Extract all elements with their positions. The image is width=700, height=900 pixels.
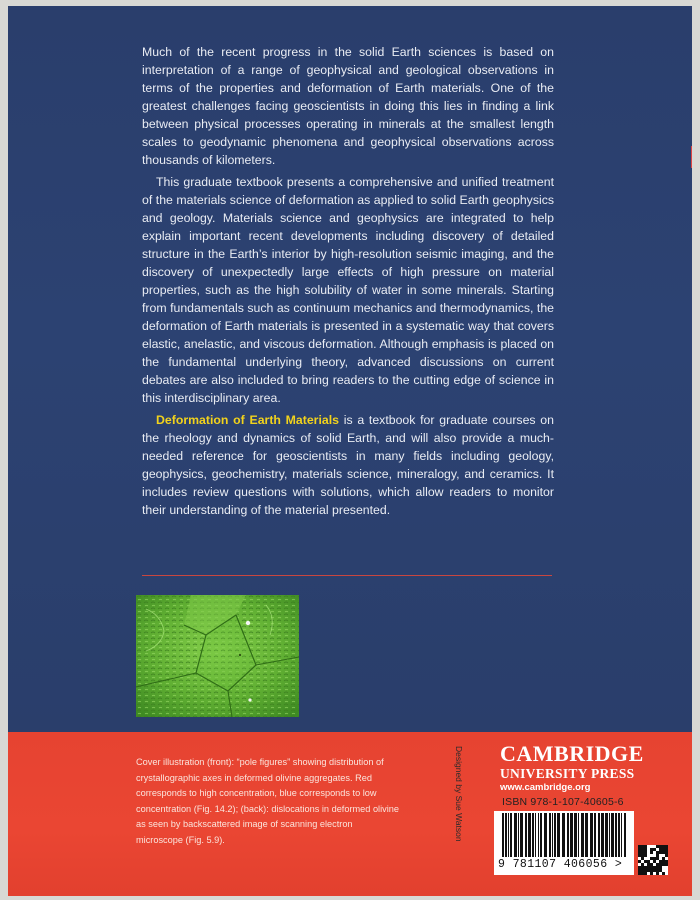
- publisher-logo: [500, 743, 650, 793]
- designer-credit: [454, 746, 476, 864]
- qr-module: [638, 848, 641, 851]
- qr-module: [650, 857, 653, 860]
- qr-module: [662, 872, 665, 875]
- barcode-bar: [590, 813, 593, 857]
- qr-module: [644, 848, 647, 851]
- barcode-bar: [525, 813, 527, 857]
- barcode-bar: [618, 813, 620, 857]
- qr-module: [656, 854, 659, 857]
- barcode-bar: [615, 813, 617, 857]
- qr-module: [659, 860, 662, 863]
- qr-module: [659, 863, 662, 866]
- barcode-bar: [570, 813, 573, 857]
- qr-module: [665, 863, 668, 866]
- qr-module: [644, 872, 647, 875]
- barcode-bar: [538, 813, 539, 857]
- qr-module: [644, 866, 647, 869]
- barcode-bar: [505, 813, 507, 857]
- qr-module: [647, 869, 650, 872]
- qr-module: [656, 872, 659, 875]
- barcode-bar: [557, 813, 560, 857]
- qr-module: [662, 851, 665, 854]
- qr-module: [653, 869, 656, 872]
- qr-module: [653, 848, 656, 851]
- qr-module: [644, 854, 647, 857]
- barcode-bars: [494, 811, 634, 859]
- qr-module: [647, 860, 650, 863]
- qr-module: [644, 869, 647, 872]
- isbn-label: ISBN 978-1-107-40605-6: [502, 796, 624, 808]
- barcode-bar: [601, 813, 604, 857]
- qr-module: [641, 848, 644, 851]
- barcode-bar: [508, 813, 509, 857]
- qr-module: [638, 845, 641, 848]
- qr-module: [656, 863, 659, 866]
- qr-module: [653, 866, 656, 869]
- designer-credit-text: Designed by Sue Watson: [454, 746, 464, 842]
- barcode-bar: [567, 813, 569, 857]
- micrograph-illustration: [136, 595, 299, 717]
- qr-module: [650, 866, 653, 869]
- barcode-bar: [594, 813, 596, 857]
- qr-module: [638, 854, 641, 857]
- barcode-bar: [532, 813, 534, 857]
- qr-module: [665, 851, 668, 854]
- barcode-bar: [562, 813, 565, 857]
- blurb-text: [142, 43, 554, 523]
- qr-module: [641, 851, 644, 854]
- qr-module: [665, 845, 668, 848]
- edge-marker: [691, 146, 692, 168]
- micrograph-image: [136, 595, 299, 717]
- barcode-bar: [544, 813, 547, 857]
- barcode-bar: [581, 813, 584, 857]
- barcode-bar: [609, 813, 610, 857]
- qr-module: [644, 860, 647, 863]
- blurb-paragraph-2: This graduate textbook presents a comprehensive and unified treatment of the materials science of deformation as applied to solid Earth geophysics and geology. Materials science and geophysics are integrated to help explain important recent developments including discovery of detailed structure in the Earth’s interior by high-resolution seismic imaging, and the discovery of unexpectedly large effects of high pressure on material properties, such as the high solubility of water in some minerals. Starting from fundamentals such as continuum mechanics and thermodynamics, the deformation of Earth materials is presented in a systematic way that covers elastic, anelastic, and viscous deformation. Although emphasis is placed on the fundamental underlying theory, advanced discussions on current debates are also included to bring readers to the cutting edge of science in this interdisciplinary area.: [142, 175, 554, 405]
- qr-module: [665, 860, 668, 863]
- qr-module: [641, 872, 644, 875]
- qr-module: [656, 866, 659, 869]
- barcode-digits: 9 781107 406056 >: [498, 858, 623, 871]
- barcode-bar: [535, 813, 536, 857]
- qr-module: [641, 869, 644, 872]
- qr-module: [638, 872, 641, 875]
- cover-illustration-caption: Cover illustration (front): “pole figures” showing distribution of crystallographic axes in deformed olivine aggregates. Red corresponds to high concentration, blue corresponds to low concentration (Fig. 14.2); (back): dislocations in deformed olivine as seen by backscattered image of scanning electron microscope (Fig. 5.9).: [136, 757, 399, 845]
- qr-module: [665, 854, 668, 857]
- qr-module: [647, 866, 650, 869]
- publisher-name: CAMBRIDGE: [500, 741, 644, 766]
- barcode-bar: [621, 813, 622, 857]
- qr-module: [662, 860, 665, 863]
- barcode-bar: [502, 813, 504, 857]
- qr-module: [653, 857, 656, 860]
- blurb-paragraph-1: Much of the recent progress in the solid Earth sciences is based on interpretation of a range of geophysical and geological observations in terms of the properties and deformation of Earth materials. One of the greatest challenges facing geoscientists in doing this lies in finding a link between physical processes operating in minerals at the smallest length scales to geodynamic phenomena and geophysical observations across thousands of kilometers.: [142, 45, 554, 167]
- qr-module: [650, 872, 653, 875]
- qr-module: [647, 863, 650, 866]
- blurb-paragraph-3: [142, 411, 554, 519]
- barcode-bar: [611, 813, 614, 857]
- barcode-bar: [574, 813, 577, 857]
- qr-module: [638, 860, 641, 863]
- barcode-bar: [554, 813, 556, 857]
- qr-module: [641, 863, 644, 866]
- publisher-subtitle: UNIVERSITY PRESS: [500, 766, 635, 781]
- barcode-bar: [520, 813, 523, 857]
- barcode-bar: [514, 813, 517, 857]
- qr-code: [638, 845, 668, 875]
- barcode-bar: [605, 813, 608, 857]
- qr-module: [656, 869, 659, 872]
- qr-module: [638, 869, 641, 872]
- qr-module: [641, 854, 644, 857]
- book-title-highlight: Deformation of Earth Materials: [156, 413, 339, 427]
- qr-module: [650, 851, 653, 854]
- qr-module: [662, 848, 665, 851]
- qr-module: [638, 851, 641, 854]
- qr-module: [650, 848, 653, 851]
- qr-module: [650, 863, 653, 866]
- qr-module: [659, 845, 662, 848]
- qr-module: [662, 857, 665, 860]
- barcode-bar: [624, 813, 626, 857]
- divider-rule: [142, 575, 552, 576]
- qr-module: [662, 863, 665, 866]
- qr-module: [641, 845, 644, 848]
- barcode-bar: [510, 813, 512, 857]
- qr-module: [644, 845, 647, 848]
- barcode-bar: [518, 813, 519, 857]
- qr-module: [638, 866, 641, 869]
- qr-module: [641, 866, 644, 869]
- qr-module: [662, 845, 665, 848]
- qr-module: [656, 851, 659, 854]
- qr-module: [659, 851, 662, 854]
- qr-module: [644, 851, 647, 854]
- qr-module: [656, 845, 659, 848]
- qr-module: [659, 869, 662, 872]
- barcode-bar: [598, 813, 600, 857]
- qr-module: [656, 857, 659, 860]
- qr-module: [653, 860, 656, 863]
- barcode-bar: [585, 813, 588, 857]
- qr-module: [641, 857, 644, 860]
- qr-module: [659, 848, 662, 851]
- barcode-bar: [549, 813, 551, 857]
- qr-module: [650, 869, 653, 872]
- qr-module: [665, 848, 668, 851]
- barcode-bar: [540, 813, 542, 857]
- barcode-bar: [552, 813, 553, 857]
- qr-module: [659, 866, 662, 869]
- blurb-paragraph-3-text: is a textbook for graduate courses on the rheology and dynamics of solid Earth, and will also provide a much-needed reference for geoscientists in many fields including geology, geophysics, geochemistry, materials science, mineralogy, and ceramics. It includes review questions with solutions, which allow readers to monitor their understanding of the material presented.: [142, 413, 554, 517]
- barcode-bar: [528, 813, 531, 857]
- book-back-cover: [8, 6, 692, 896]
- publisher-url: www.cambridge.org: [500, 782, 591, 793]
- qr-code-pattern: [638, 845, 668, 875]
- barcode-bar: [578, 813, 579, 857]
